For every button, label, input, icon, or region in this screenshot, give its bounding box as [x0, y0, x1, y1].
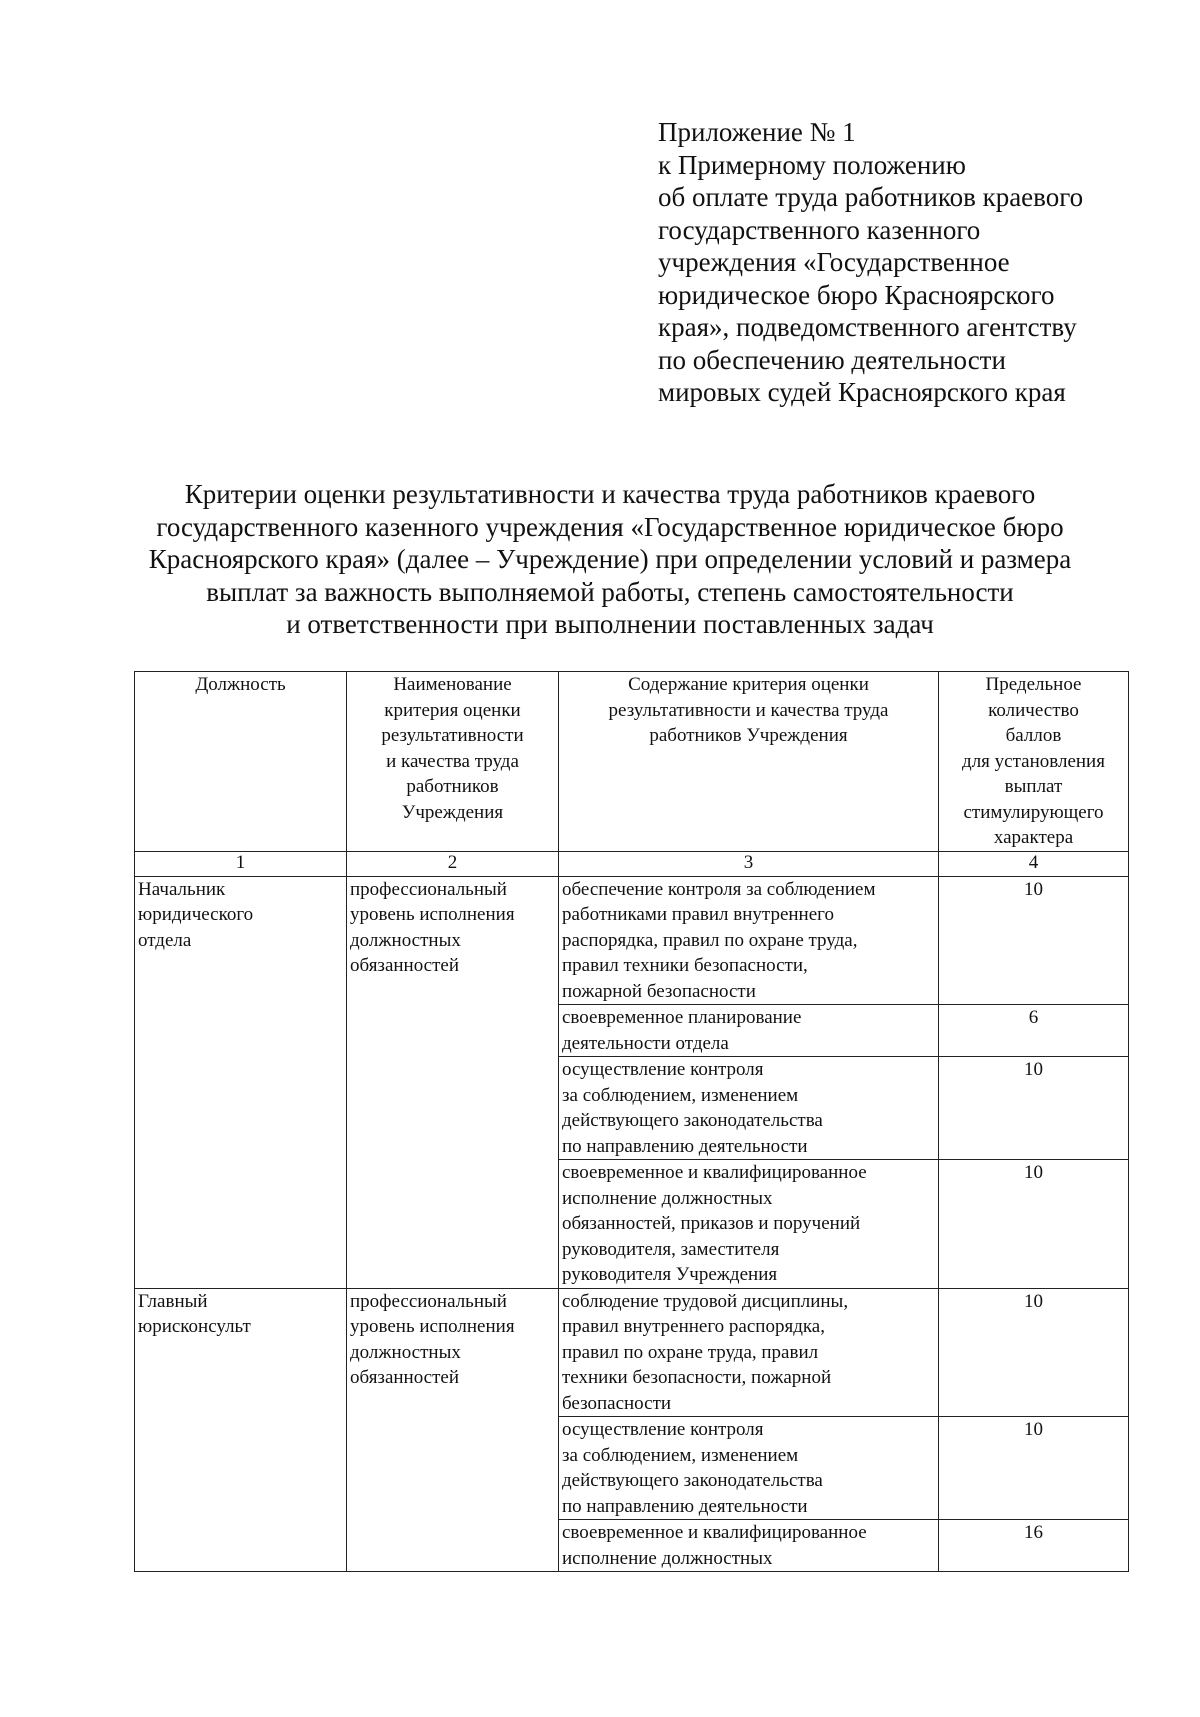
table-row — [135, 1288, 1129, 1417]
appendix-line: мировых судей Красноярского края — [658, 377, 1066, 407]
column-number: 3 — [559, 851, 939, 876]
appendix-line: по обеспечению деятельности — [658, 344, 1006, 375]
column-number: 4 — [939, 851, 1129, 876]
header-criterion: Наименование критерия оценки результативности и качества труда работников Учреждения — [347, 672, 559, 852]
appendix-block — [658, 116, 1083, 409]
title-line: и ответственности при выполнении поставленных задач — [286, 609, 934, 639]
position-cell: Главный юрисконсульт — [135, 1288, 347, 1572]
points-cell: 6 — [939, 1005, 1129, 1057]
appendix-line: об оплате труда работников краевого — [658, 182, 1084, 212]
points-cell: 10 — [939, 1160, 1129, 1289]
appendix-line: к Примерному положению — [658, 149, 966, 180]
title-line: государственного казенного учреждения «Государственное юридическое бюро — [156, 511, 1064, 542]
appendix-line: учреждения «Государственное — [658, 247, 1010, 277]
content-cell: своевременное и квалифицированное исполнение должностных — [559, 1520, 939, 1572]
appendix-line: края», подведомственного агентству — [658, 312, 1077, 342]
column-number-row — [135, 851, 1129, 876]
criteria-table — [134, 671, 1129, 1572]
title-line: выплат за важность выполняемой работы, степень самостоятельности — [206, 576, 1014, 607]
criterion-cell: профессиональный уровень исполнения должностных обязанностей — [347, 1288, 559, 1572]
content-cell: обеспечение контроля за соблюдением работниками правил внутреннего распорядка, правил по охране труда, правил техники безопасности, пожарной безопасности — [559, 876, 939, 1005]
points-cell: 10 — [939, 1057, 1129, 1160]
content-cell: своевременное планирование деятельности отдела — [559, 1005, 939, 1057]
content-cell: осуществление контроля за соблюдением, изменением действующего законодательства по направлению деятельности — [559, 1417, 939, 1520]
content-cell: соблюдение трудовой дисциплины, правил внутреннего распорядка, правил по охране труда, правил техники безопасности, пожарной безопасности — [559, 1288, 939, 1417]
appendix-line: юридическое бюро Красноярского — [658, 279, 1055, 310]
points-cell: 10 — [939, 876, 1129, 1005]
title-line: Красноярского края» (далее – Учреждение) при определении условий и размера — [148, 544, 1072, 574]
column-number: 1 — [135, 851, 347, 876]
appendix-line: государственного казенного — [658, 214, 981, 245]
appendix-line: Приложение № 1 — [658, 117, 856, 147]
criterion-cell: профессиональный уровень исполнения должностных обязанностей — [347, 876, 559, 1288]
header-content: Содержание критерия оценки результативности и качества труда работников Учреждения — [559, 672, 939, 852]
position-cell: Начальник юридического отдела — [135, 876, 347, 1288]
column-number: 2 — [347, 851, 559, 876]
content-cell: своевременное и квалифицированное исполнение должностных обязанностей, приказов и поручений руководителя, заместителя руководителя Учреждения — [559, 1160, 939, 1289]
table-row — [135, 876, 1129, 1005]
content-cell: осуществление контроля за соблюдением, изменением действующего законодательства по направлению деятельности — [559, 1057, 939, 1160]
points-cell: 10 — [939, 1288, 1129, 1417]
points-cell: 16 — [939, 1520, 1129, 1572]
document-title — [130, 478, 1090, 641]
header-position: Должность — [135, 672, 347, 852]
table-header-row — [135, 672, 1129, 852]
header-points: Предельное количество баллов для установления выплат стимулирующего характера — [939, 672, 1129, 852]
points-cell: 10 — [939, 1417, 1129, 1520]
title-line: Критерии оценки результативности и качества труда работников краевого — [184, 479, 1036, 509]
